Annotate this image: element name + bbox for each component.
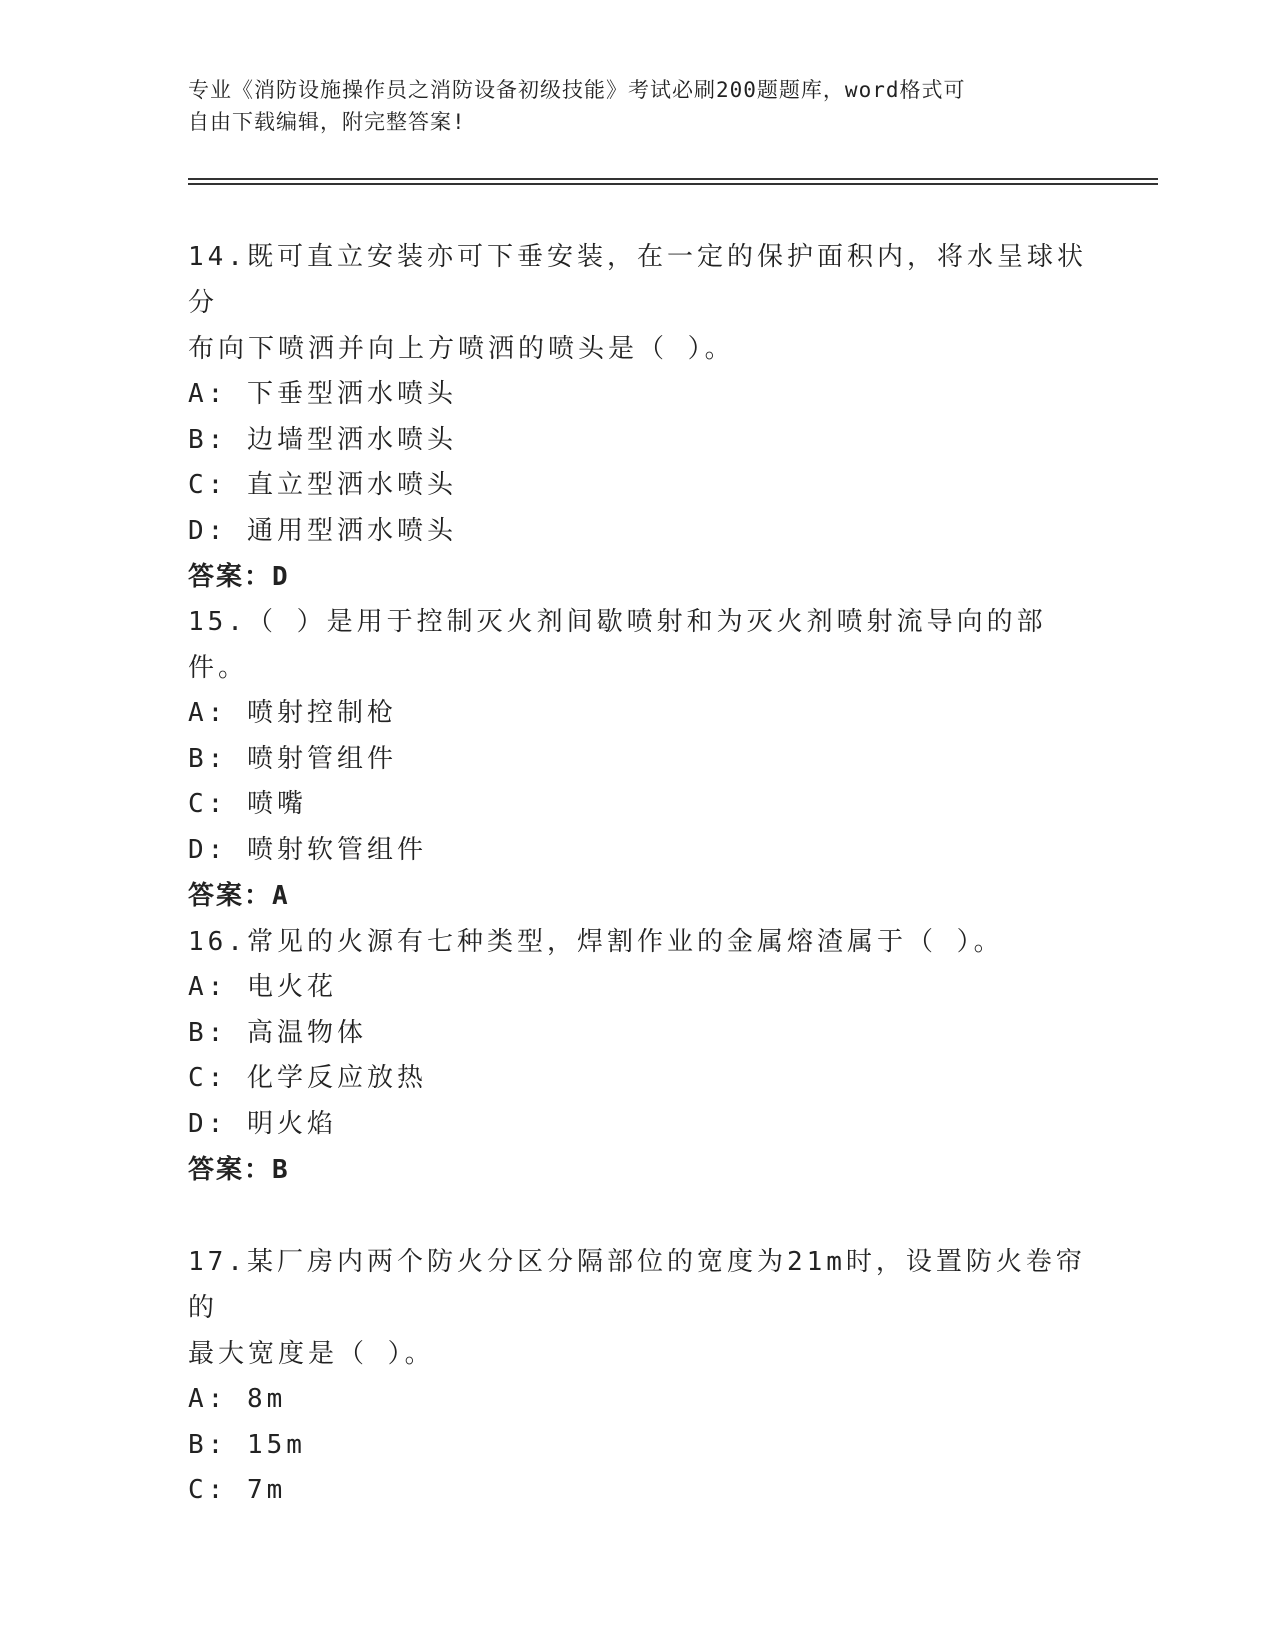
answer-label: 答案：D bbox=[188, 562, 290, 592]
question-text-line-1: 14.既可直立安装亦可下垂安装，在一定的保护面积内，将水呈球状分 bbox=[188, 242, 1087, 318]
option-d: D: 喷射软管组件 bbox=[188, 834, 427, 865]
option-a: A: 8m bbox=[188, 1384, 287, 1414]
option-c: C: 直立型洒水喷头 bbox=[188, 470, 457, 500]
question-16 bbox=[188, 919, 1088, 1193]
answer-label: 答案：B bbox=[188, 1155, 290, 1185]
option-b: B: 15m bbox=[188, 1429, 306, 1460]
question-text-line-1: 17.某厂房内两个防火分区分隔部位的宽度为21m时，设置防火卷帘的 bbox=[188, 1247, 1086, 1323]
option-b: B: 喷射管组件 bbox=[188, 743, 397, 774]
option-a: A: 下垂型洒水喷头 bbox=[188, 379, 457, 409]
question-text-line-1: 16.常见的火源有七种类型，焊割作业的金属熔渣属于（ ）。 bbox=[188, 927, 1004, 957]
header-line-2: 自由下载编辑，附完整答案! bbox=[188, 110, 466, 134]
option-b: B: 高温物体 bbox=[188, 1017, 367, 1048]
question-text-line-2: 布向下喷洒并向上方喷洒的喷头是（ ）。 bbox=[188, 334, 735, 364]
option-b: B: 边墙型洒水喷头 bbox=[188, 424, 457, 455]
answer-label: 答案：A bbox=[188, 881, 290, 911]
option-d: D: 明火焰 bbox=[188, 1108, 337, 1139]
header-divider-top bbox=[188, 178, 1158, 180]
header-line-1: 专业《消防设施操作员之消防设备初级技能》考试必刷200题题库，word格式可 bbox=[188, 78, 966, 102]
document-header bbox=[188, 74, 1088, 138]
option-c: C: 化学反应放热 bbox=[188, 1063, 427, 1093]
question-14 bbox=[188, 234, 1088, 600]
question-text-line-2: 最大宽度是（ ）。 bbox=[188, 1339, 435, 1369]
question-text-line-1: 15.（ ）是用于控制灭火剂间歇喷射和为灭火剂喷射流导向的部件。 bbox=[188, 607, 1047, 683]
option-c: C: 喷嘴 bbox=[188, 789, 307, 819]
question-15 bbox=[188, 599, 1088, 919]
option-c: C: 7m bbox=[188, 1475, 287, 1505]
option-a: A: 电火花 bbox=[188, 972, 337, 1002]
option-a: A: 喷射控制枪 bbox=[188, 698, 397, 728]
option-d: D: 通用型洒水喷头 bbox=[188, 515, 457, 546]
header-divider-bottom bbox=[188, 183, 1158, 185]
question-17 bbox=[188, 1239, 1088, 1514]
